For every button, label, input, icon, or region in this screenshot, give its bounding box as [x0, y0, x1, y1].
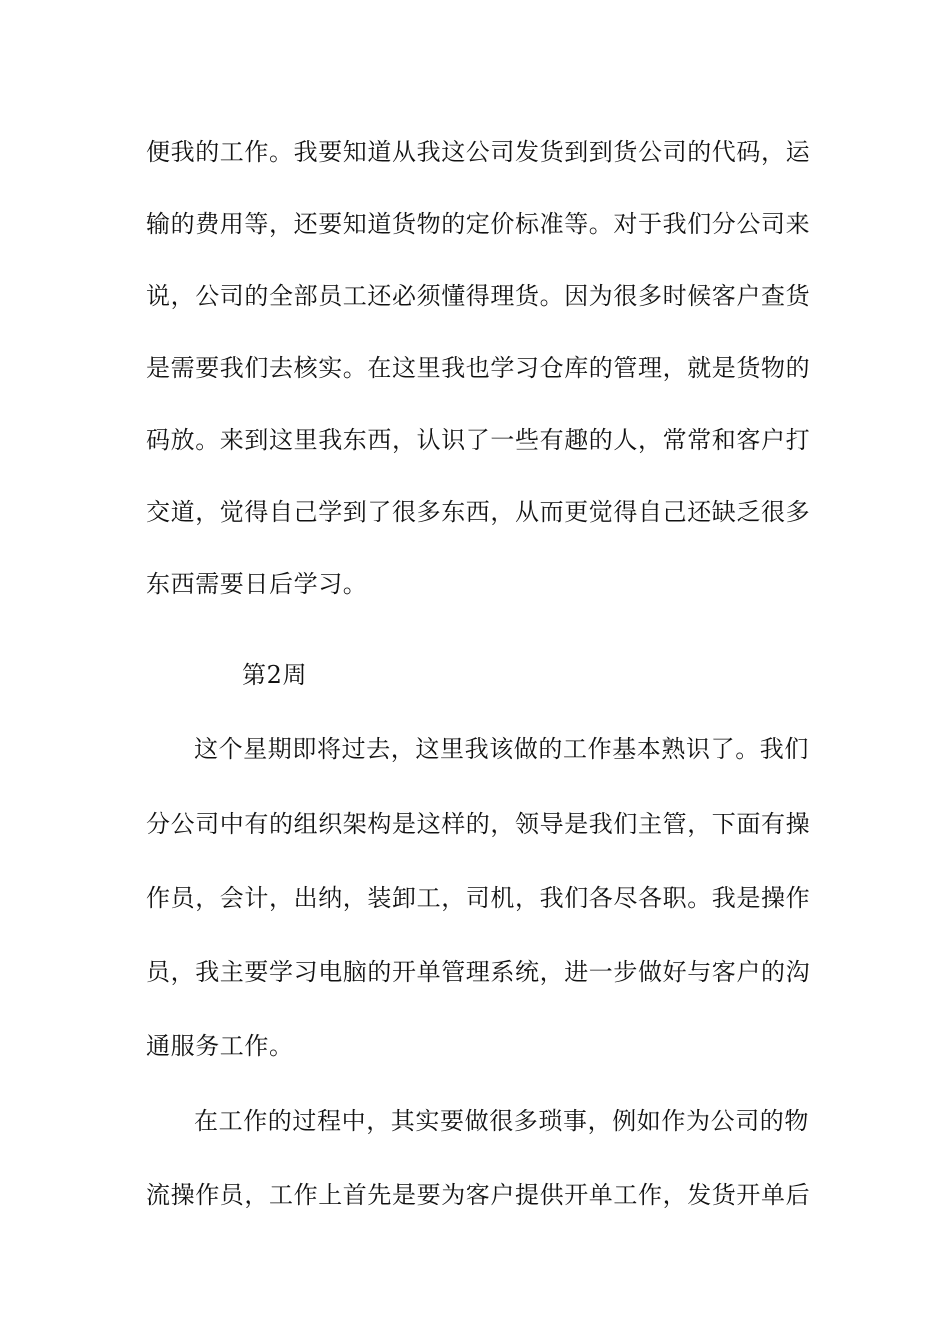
- paragraph-1-line: 便我的工作。我要知道从我这公司发货到到货公司的代码，运: [146, 138, 811, 166]
- paragraph-3-line: 在工作的过程中，其实要做很多琐事，例如作为公司的物: [194, 1107, 809, 1135]
- paragraph-1-line: 交道，觉得自己学到了很多东西，从而更觉得自己还缺乏很多: [146, 498, 811, 526]
- section-heading: 第2周: [242, 661, 308, 689]
- paragraph-2-line: 员，我主要学习电脑的开单管理系统，进一步做好与客户的沟: [146, 958, 811, 986]
- paragraph-2-line: 通服务工作。: [146, 1032, 294, 1060]
- paragraph-1-line: 输的费用等，还要知道货物的定价标准等。对于我们分公司来: [146, 210, 811, 238]
- paragraph-2-line: 这个星期即将过去，这里我该做的工作基本熟识了。我们: [194, 735, 809, 763]
- paragraph-1-line: 码放。来到这里我东西，认识了一些有趣的人，常常和客户打: [146, 426, 811, 454]
- paragraph-1-line: 说，公司的全部员工还必须懂得理货。因为很多时候客户查货: [146, 282, 811, 310]
- paragraph-2-line: 分公司中有的组织架构是这样的，领导是我们主管，下面有操: [146, 810, 811, 838]
- paragraph-1-line: 是需要我们去核实。在这里我也学习仓库的管理，就是货物的: [146, 354, 811, 382]
- paragraph-3-line: 流操作员，工作上首先是要为客户提供开单工作，发货开单后: [146, 1181, 811, 1209]
- paragraph-1-line: 东西需要日后学习。: [146, 570, 368, 598]
- paragraph-2-line: 作员，会计，出纳，装卸工，司机，我们各尽各职。我是操作: [146, 884, 811, 912]
